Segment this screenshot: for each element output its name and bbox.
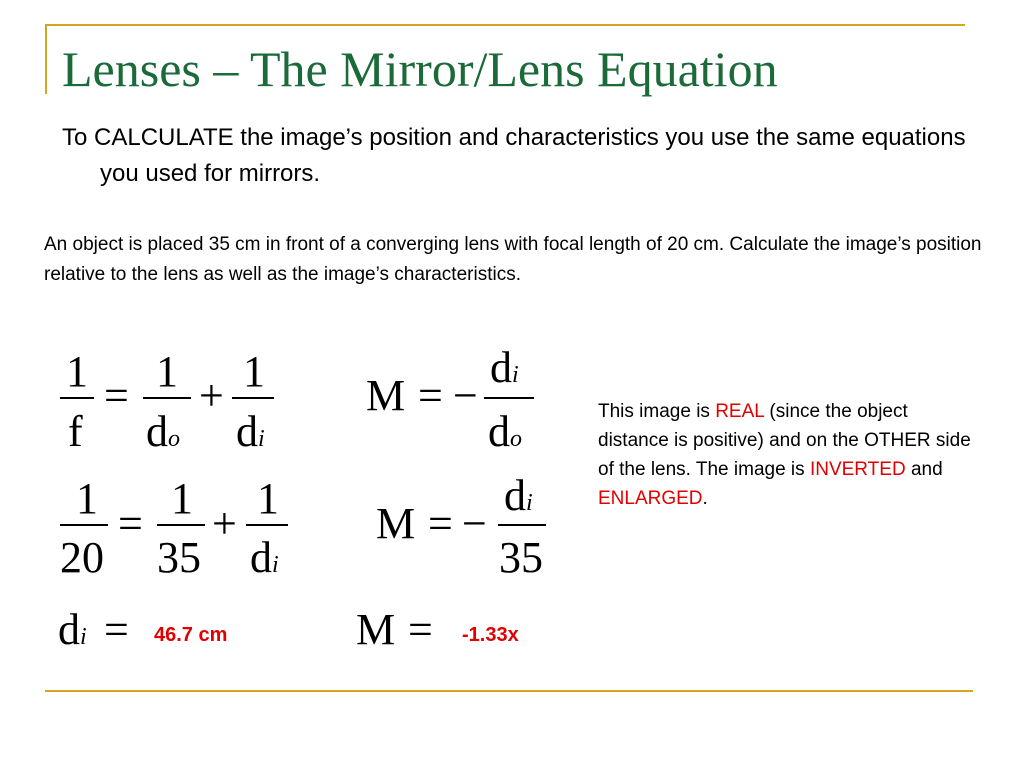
fraction-bar: [484, 397, 534, 399]
plus-sign: +: [212, 499, 237, 548]
magnification-answer: -1.33x: [462, 624, 519, 646]
fraction-bar: [157, 524, 205, 526]
equals-sign: =: [428, 499, 453, 548]
fraction-bar: [232, 397, 274, 399]
fraction-bar: [60, 397, 94, 399]
image-distance-symbol: di: [504, 471, 533, 520]
minus-sign: −: [453, 371, 478, 420]
frame-bottom-line: [45, 690, 973, 692]
fraction-bar: [60, 524, 108, 526]
image-distance-answer: 46.7 cm: [154, 624, 228, 646]
object-distance-value: 35: [499, 533, 543, 582]
fraction-bar: [143, 397, 191, 399]
magnification-symbol: M: [376, 499, 416, 548]
numerator-one: 1: [171, 474, 193, 523]
slide-title: Lenses – The Mirror/Lens Equation: [62, 41, 778, 97]
image-distance-symbol: di: [58, 605, 87, 654]
minus-sign: −: [462, 499, 487, 548]
focal-length-symbol: f: [68, 407, 83, 456]
numerator-one: 1: [257, 474, 279, 523]
magnification-symbol: M: [366, 371, 406, 420]
frame-left-line: [45, 24, 47, 94]
real-label: REAL: [715, 401, 765, 422]
object-distance-symbol: do: [488, 407, 522, 456]
numerator-one: 1: [156, 347, 178, 396]
equals-sign: =: [408, 605, 433, 654]
problem-text: An object is placed 35 cm in front of a converging lens with focal length of 20 cm. Calculate the image’s position relative to the lens as well as the image’s characteristics.: [44, 234, 982, 285]
image-distance-symbol: di: [236, 407, 265, 456]
numerator-one: 1: [66, 347, 88, 396]
frame-top-line: [45, 24, 965, 26]
image-distance-symbol: di: [250, 533, 279, 582]
intro-text: To CALCULATE the image’s position and characteristics you use the same equations you used for mirrors.: [62, 124, 966, 187]
equals-sign: =: [418, 371, 443, 420]
object-distance-value: 35: [157, 533, 201, 582]
numerator-one: 1: [243, 347, 265, 396]
fraction-bar: [246, 524, 288, 526]
equals-sign: =: [118, 499, 143, 548]
equals-sign: =: [104, 605, 129, 654]
image-characteristics-note: This image is REAL (since the object distance is positive) and on the OTHER side of the lens. The image is INVERTED and ENLARGED.: [598, 401, 971, 509]
image-distance-symbol: di: [490, 343, 519, 392]
equals-sign: =: [104, 371, 129, 420]
magnification-symbol: M: [356, 605, 396, 654]
focal-length-value: 20: [60, 533, 104, 582]
inverted-label: INVERTED: [809, 459, 906, 480]
numerator-one: 1: [76, 474, 98, 523]
plus-sign: +: [199, 371, 224, 420]
fraction-bar: [498, 524, 546, 526]
enlarged-label: ENLARGED: [598, 488, 703, 509]
object-distance-symbol: do: [146, 407, 180, 456]
